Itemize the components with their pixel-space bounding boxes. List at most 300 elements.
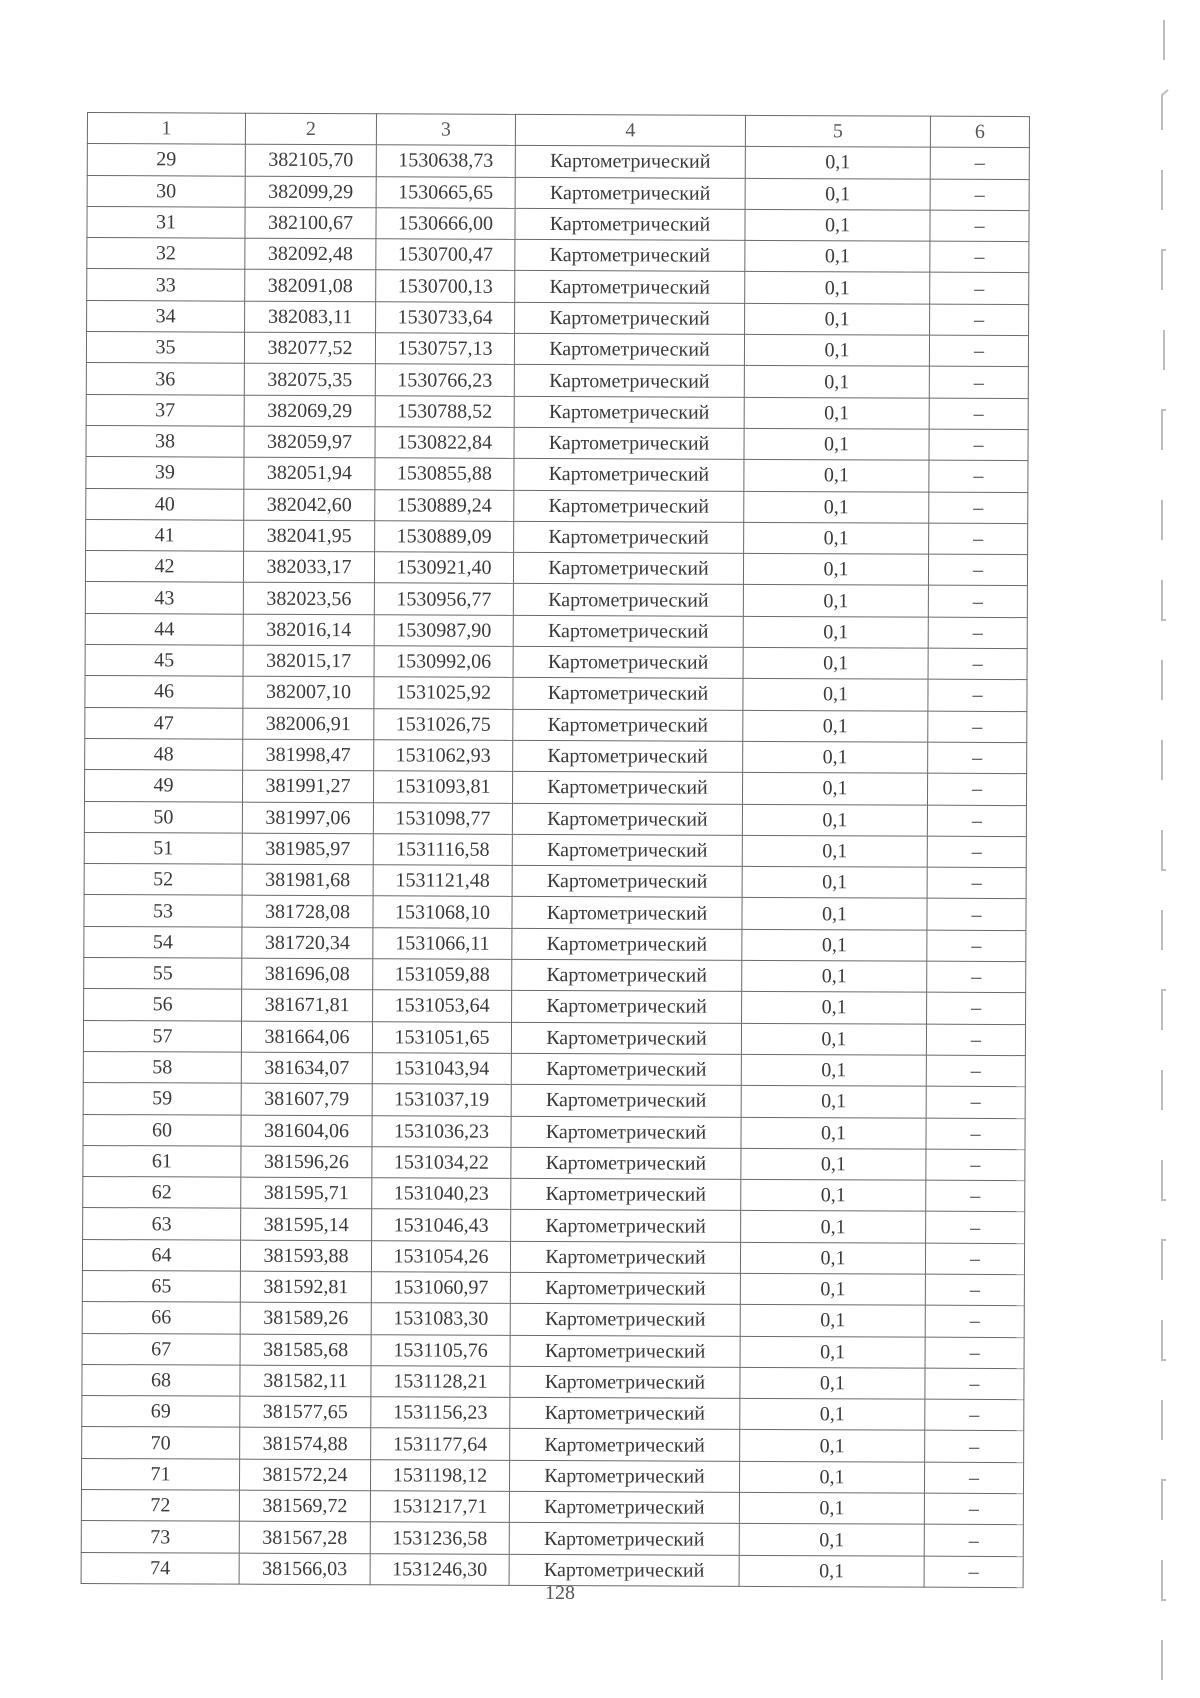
x-coordinate-cell: 381589,26 [240, 1302, 371, 1334]
x-coordinate-cell: 382023,56 [243, 583, 374, 615]
accuracy-cell: 0,1 [740, 1336, 925, 1368]
method-cell: Картометрический [509, 1523, 739, 1555]
y-coordinate-cell: 1531098,77 [373, 802, 512, 834]
note-cell: – [925, 1399, 1024, 1431]
note-cell: – [929, 523, 1028, 555]
accuracy-cell: 0,1 [740, 1367, 925, 1399]
column-header-2: 2 [245, 113, 376, 145]
point-number-cell: 30 [87, 175, 245, 207]
x-coordinate-cell: 381607,79 [241, 1083, 372, 1115]
note-cell: – [928, 742, 1027, 774]
accuracy-cell: 0,1 [739, 1461, 924, 1493]
y-coordinate-cell: 1531025,92 [374, 677, 513, 709]
y-coordinate-cell: 1531236,58 [370, 1522, 509, 1554]
accuracy-cell: 0,1 [743, 585, 928, 617]
y-coordinate-cell: 1531051,65 [372, 1021, 511, 1053]
y-coordinate-cell: 1530766,23 [375, 364, 514, 396]
accuracy-cell: 0,1 [745, 241, 930, 273]
method-cell: Картометрический [512, 803, 742, 835]
note-cell: – [926, 1055, 1025, 1087]
point-number-cell: 48 [85, 738, 243, 770]
note-cell: – [929, 492, 1028, 524]
note-cell: – [926, 1086, 1025, 1118]
note-cell: – [927, 805, 1026, 837]
table-row [82, 1270, 1024, 1305]
x-coordinate-cell: 381572,24 [239, 1459, 370, 1491]
method-cell: Картометрический [512, 928, 742, 960]
x-coordinate-cell: 382042,60 [244, 489, 375, 521]
table-row [83, 1020, 1025, 1055]
method-cell: Картометрический [509, 1491, 739, 1523]
table-row [85, 551, 1027, 586]
accuracy-cell: 0,1 [742, 960, 927, 992]
note-cell: – [926, 1024, 1025, 1056]
method-cell: Картометрический [510, 1304, 740, 1336]
note-cell: – [927, 773, 1026, 805]
point-number-cell: 35 [86, 332, 244, 364]
point-number-cell: 68 [82, 1364, 240, 1396]
note-cell: – [926, 1212, 1025, 1244]
method-cell: Картометрический [515, 146, 745, 178]
table-row [85, 645, 1027, 680]
point-number-cell: 46 [85, 676, 243, 708]
accuracy-cell: 0,1 [741, 1211, 926, 1243]
note-cell: – [930, 210, 1029, 242]
y-coordinate-cell: 1531105,76 [371, 1334, 510, 1366]
method-cell: Картометрический [512, 959, 742, 991]
table-row [84, 770, 1026, 805]
method-cell: Картометрический [510, 1335, 740, 1367]
y-coordinate-cell: 1531054,26 [371, 1240, 510, 1272]
method-cell: Картометрический [509, 1460, 739, 1492]
table-row [85, 613, 1027, 648]
point-number-cell: 37 [86, 394, 244, 426]
table-row [86, 363, 1028, 398]
note-cell: – [929, 398, 1028, 430]
x-coordinate-cell: 381593,88 [240, 1240, 371, 1272]
x-coordinate-cell: 381577,65 [240, 1396, 371, 1428]
note-cell: – [925, 1337, 1024, 1369]
y-coordinate-cell: 1531036,23 [372, 1115, 511, 1147]
x-coordinate-cell: 381595,71 [241, 1177, 372, 1209]
table-row [83, 1051, 1025, 1086]
accuracy-cell: 0,1 [742, 898, 927, 930]
y-coordinate-cell: 1531068,10 [373, 896, 512, 928]
x-coordinate-cell: 381728,08 [242, 896, 373, 928]
accuracy-cell: 0,1 [743, 647, 928, 679]
note-cell: – [929, 460, 1028, 492]
point-number-cell: 73 [81, 1521, 239, 1553]
table-header-row [87, 113, 1029, 148]
note-cell: – [928, 586, 1027, 618]
y-coordinate-cell: 1530921,40 [374, 552, 513, 584]
point-number-cell: 71 [81, 1458, 239, 1490]
table-row [85, 582, 1027, 617]
method-cell: Картометрический [511, 1178, 741, 1210]
x-coordinate-cell: 381696,08 [242, 958, 373, 990]
x-coordinate-cell: 382006,91 [243, 708, 374, 740]
method-cell: Картометрический [512, 772, 742, 804]
table-row [83, 1114, 1025, 1149]
method-cell: Картометрический [509, 1554, 739, 1586]
note-cell: – [927, 930, 1026, 962]
x-coordinate-cell: 382069,29 [244, 395, 375, 427]
method-cell: Картометрический [511, 1116, 741, 1148]
y-coordinate-cell: 1530889,09 [375, 521, 514, 553]
x-coordinate-cell: 381998,47 [243, 739, 374, 771]
column-header-1: 1 [87, 113, 245, 145]
accuracy-cell: 0,1 [742, 804, 927, 836]
note-cell: – [928, 554, 1027, 586]
point-number-cell: 69 [82, 1396, 240, 1428]
table-row [87, 144, 1029, 179]
method-cell: Картометрический [515, 208, 745, 240]
method-cell: Картометрический [510, 1241, 740, 1273]
accuracy-cell: 0,1 [743, 679, 928, 711]
table-row [84, 958, 1026, 993]
table-row [82, 1302, 1024, 1337]
table-row [86, 519, 1028, 554]
table-row [83, 1145, 1025, 1180]
x-coordinate-cell: 381997,06 [242, 802, 373, 834]
accuracy-cell: 0,1 [744, 397, 929, 429]
column-header-5: 5 [745, 115, 930, 147]
y-coordinate-cell: 1531093,81 [373, 771, 512, 803]
y-coordinate-cell: 1530638,73 [376, 145, 515, 177]
method-cell: Картометрический [514, 490, 744, 522]
x-coordinate-cell: 381981,68 [242, 864, 373, 896]
accuracy-cell: 0,1 [745, 178, 930, 210]
accuracy-cell: 0,1 [740, 1273, 925, 1305]
note-cell: – [924, 1556, 1023, 1588]
column-header-6: 6 [930, 116, 1029, 148]
point-number-cell: 54 [84, 926, 242, 958]
point-number-cell: 29 [87, 144, 245, 176]
table-row [87, 300, 1029, 335]
table-row [84, 801, 1026, 836]
table-row [84, 926, 1026, 961]
table-row [85, 738, 1027, 773]
x-coordinate-cell: 381596,26 [241, 1146, 372, 1178]
method-cell: Картометрический [513, 646, 743, 678]
note-cell: – [926, 1180, 1025, 1212]
y-coordinate-cell: 1531046,43 [372, 1209, 511, 1241]
point-number-cell: 70 [82, 1427, 240, 1459]
y-coordinate-cell: 1531066,11 [373, 927, 512, 959]
note-cell: – [930, 147, 1029, 179]
point-number-cell: 41 [86, 519, 244, 551]
page-number: 128 [545, 1582, 575, 1604]
table-row [82, 1364, 1024, 1399]
method-cell: Картометрический [511, 1210, 741, 1242]
table-row [86, 488, 1028, 523]
y-coordinate-cell: 1531128,21 [371, 1366, 510, 1398]
accuracy-cell: 0,1 [740, 1242, 925, 1274]
point-number-cell: 52 [84, 864, 242, 896]
accuracy-cell: 0,1 [740, 1399, 925, 1431]
accuracy-cell: 0,1 [744, 334, 929, 366]
point-number-cell: 65 [82, 1270, 240, 1302]
accuracy-cell: 0,1 [745, 147, 930, 179]
accuracy-cell: 0,1 [743, 741, 928, 773]
y-coordinate-cell: 1530889,24 [375, 489, 514, 521]
y-coordinate-cell: 1531116,58 [373, 834, 512, 866]
y-coordinate-cell: 1530757,13 [375, 333, 514, 365]
column-header-3: 3 [376, 114, 515, 146]
accuracy-cell: 0,1 [739, 1524, 924, 1556]
accuracy-cell: 0,1 [740, 1305, 925, 1337]
x-coordinate-cell: 381566,03 [239, 1553, 370, 1585]
method-cell: Картометрический [512, 834, 742, 866]
note-cell: – [929, 367, 1028, 399]
x-coordinate-cell: 381664,06 [241, 1021, 372, 1053]
table-row [84, 989, 1026, 1024]
point-number-cell: 67 [82, 1333, 240, 1365]
y-coordinate-cell: 1530665,65 [376, 176, 515, 208]
note-cell: – [930, 304, 1029, 336]
method-cell: Картометрический [514, 459, 744, 491]
x-coordinate-cell: 382051,94 [244, 457, 375, 489]
point-number-cell: 72 [81, 1490, 239, 1522]
note-cell: – [928, 648, 1027, 680]
y-coordinate-cell: 1531043,94 [372, 1053, 511, 1085]
method-cell: Картометрический [511, 1147, 741, 1179]
point-number-cell: 59 [83, 1083, 241, 1115]
accuracy-cell: 0,1 [742, 773, 927, 805]
note-cell: – [925, 1431, 1024, 1463]
method-cell: Картометрический [513, 584, 743, 616]
method-cell: Картометрический [514, 333, 744, 365]
method-cell: Картометрический [514, 396, 744, 428]
accuracy-cell: 0,1 [743, 554, 928, 586]
y-coordinate-cell: 1530700,47 [376, 239, 515, 271]
table-row [86, 394, 1028, 429]
method-cell: Картометрический [512, 865, 742, 897]
point-number-cell: 62 [83, 1177, 241, 1209]
x-coordinate-cell: 381582,11 [240, 1365, 371, 1397]
table-body [81, 144, 1029, 1588]
x-coordinate-cell: 381592,81 [240, 1271, 371, 1303]
x-coordinate-cell: 381991,27 [242, 770, 373, 802]
accuracy-cell: 0,1 [744, 491, 929, 523]
y-coordinate-cell: 1531037,19 [372, 1084, 511, 1116]
method-cell: Картометрический [510, 1429, 740, 1461]
point-number-cell: 31 [87, 206, 245, 238]
accuracy-cell: 0,1 [745, 272, 930, 304]
point-number-cell: 33 [87, 269, 245, 301]
x-coordinate-cell: 381567,28 [239, 1522, 370, 1554]
table-row [85, 707, 1027, 742]
table-row [82, 1239, 1024, 1274]
x-coordinate-cell: 382015,17 [243, 645, 374, 677]
table-row [83, 1208, 1025, 1243]
point-number-cell: 50 [84, 801, 242, 833]
note-cell: – [927, 836, 1026, 868]
table-row [83, 1083, 1025, 1118]
note-cell: – [927, 867, 1026, 899]
y-coordinate-cell: 1531177,64 [371, 1428, 510, 1460]
accuracy-cell: 0,1 [739, 1492, 924, 1524]
y-coordinate-cell: 1530700,13 [376, 270, 515, 302]
table-row [86, 457, 1028, 492]
x-coordinate-cell: 381634,07 [241, 1052, 372, 1084]
method-cell: Картометрический [510, 1398, 740, 1430]
accuracy-cell: 0,1 [741, 1179, 926, 1211]
y-coordinate-cell: 1530855,88 [375, 458, 514, 490]
x-coordinate-cell: 381604,06 [241, 1115, 372, 1147]
binding-edge-marks [1140, 0, 1200, 1698]
point-number-cell: 38 [86, 425, 244, 457]
note-cell: – [925, 1305, 1024, 1337]
y-coordinate-cell: 1530733,64 [376, 302, 515, 334]
note-cell: – [924, 1525, 1023, 1557]
table-row [86, 425, 1028, 460]
method-cell: Картометрический [513, 709, 743, 741]
y-coordinate-cell: 1530956,77 [374, 583, 513, 615]
table-row [82, 1396, 1024, 1431]
y-coordinate-cell: 1531053,64 [373, 990, 512, 1022]
y-coordinate-cell: 1531246,30 [370, 1553, 509, 1585]
note-cell: – [930, 241, 1029, 273]
x-coordinate-cell: 382077,52 [244, 332, 375, 364]
point-number-cell: 45 [85, 645, 243, 677]
table-row [87, 269, 1029, 304]
method-cell: Картометрический [515, 177, 745, 209]
method-cell: Картометрический [512, 897, 742, 929]
note-cell: – [929, 429, 1028, 461]
method-cell: Картометрический [515, 271, 745, 303]
point-number-cell: 43 [85, 582, 243, 614]
accuracy-cell: 0,1 [744, 522, 929, 554]
accuracy-cell: 0,1 [745, 209, 930, 241]
note-cell: – [930, 273, 1029, 305]
method-cell: Картометрический [514, 365, 744, 397]
y-coordinate-cell: 1531060,97 [371, 1272, 510, 1304]
point-number-cell: 66 [82, 1302, 240, 1334]
x-coordinate-cell: 382092,48 [245, 238, 376, 270]
accuracy-cell: 0,1 [744, 460, 929, 492]
y-coordinate-cell: 1531059,88 [373, 959, 512, 991]
note-cell: – [929, 335, 1028, 367]
y-coordinate-cell: 1531040,23 [372, 1178, 511, 1210]
method-cell: Картометрический [514, 521, 744, 553]
table-row [81, 1458, 1023, 1493]
note-cell: – [927, 992, 1026, 1024]
accuracy-cell: 0,1 [742, 929, 927, 961]
table-row [87, 206, 1029, 241]
point-number-cell: 49 [84, 770, 242, 802]
x-coordinate-cell: 382105,70 [245, 144, 376, 176]
method-cell: Картометрический [510, 1272, 740, 1304]
y-coordinate-cell: 1530822,84 [375, 427, 514, 459]
accuracy-cell: 0,1 [741, 1086, 926, 1118]
point-number-cell: 58 [83, 1051, 241, 1083]
y-coordinate-cell: 1530992,06 [374, 646, 513, 678]
note-cell: – [925, 1243, 1024, 1275]
accuracy-cell: 0,1 [741, 1117, 926, 1149]
accuracy-cell: 0,1 [743, 710, 928, 742]
note-cell: – [925, 1274, 1024, 1306]
x-coordinate-cell: 382075,35 [244, 364, 375, 396]
table-row [84, 832, 1026, 867]
point-number-cell: 42 [85, 551, 243, 583]
point-number-cell: 39 [86, 457, 244, 489]
method-cell: Картометрический [515, 240, 745, 272]
x-coordinate-cell: 381574,88 [240, 1428, 371, 1460]
note-cell: – [924, 1493, 1023, 1525]
table-row [83, 1177, 1025, 1212]
x-coordinate-cell: 381585,68 [240, 1334, 371, 1366]
method-cell: Картометрический [513, 553, 743, 585]
point-number-cell: 32 [87, 238, 245, 270]
table-row [82, 1333, 1024, 1368]
table-row [82, 1427, 1024, 1462]
method-cell: Картометрический [514, 427, 744, 459]
point-number-cell: 55 [84, 958, 242, 990]
x-coordinate-cell: 382099,29 [245, 176, 376, 208]
y-coordinate-cell: 1531198,12 [370, 1460, 509, 1492]
method-cell: Картометрический [511, 1085, 741, 1117]
method-cell: Картометрический [512, 991, 742, 1023]
accuracy-cell: 0,1 [744, 428, 929, 460]
accuracy-cell: 0,1 [740, 1430, 925, 1462]
x-coordinate-cell: 382016,14 [243, 614, 374, 646]
x-coordinate-cell: 382033,17 [243, 551, 374, 583]
note-cell: – [927, 961, 1026, 993]
accuracy-cell: 0,1 [741, 1023, 926, 1055]
x-coordinate-cell: 381671,81 [242, 989, 373, 1021]
accuracy-cell: 0,1 [742, 835, 927, 867]
x-coordinate-cell: 382100,67 [245, 207, 376, 239]
table-row [84, 895, 1026, 930]
x-coordinate-cell: 382041,95 [244, 520, 375, 552]
point-number-cell: 36 [86, 363, 244, 395]
point-number-cell: 56 [84, 989, 242, 1021]
table-row [87, 238, 1029, 273]
y-coordinate-cell: 1531217,71 [370, 1491, 509, 1523]
accuracy-cell: 0,1 [743, 616, 928, 648]
method-cell: Картометрический [513, 615, 743, 647]
point-number-cell: 34 [87, 300, 245, 332]
x-coordinate-cell: 382083,11 [245, 301, 376, 333]
point-number-cell: 64 [82, 1239, 240, 1271]
x-coordinate-cell: 382007,10 [243, 677, 374, 709]
method-cell: Картометрический [511, 1053, 741, 1085]
method-cell: Картометрический [513, 678, 743, 710]
y-coordinate-cell: 1531121,48 [373, 865, 512, 897]
x-coordinate-cell: 381985,97 [242, 833, 373, 865]
y-coordinate-cell: 1530666,00 [376, 208, 515, 240]
y-coordinate-cell: 1531026,75 [374, 708, 513, 740]
note-cell: – [924, 1462, 1023, 1494]
note-cell: – [928, 617, 1027, 649]
note-cell: – [925, 1368, 1024, 1400]
point-number-cell: 61 [83, 1145, 241, 1177]
method-cell: Картометрический [515, 302, 745, 334]
point-number-cell: 53 [84, 895, 242, 927]
x-coordinate-cell: 382059,97 [244, 426, 375, 458]
point-number-cell: 47 [85, 707, 243, 739]
accuracy-cell: 0,1 [739, 1555, 924, 1587]
y-coordinate-cell: 1531156,23 [371, 1397, 510, 1429]
y-coordinate-cell: 1531034,22 [372, 1147, 511, 1179]
y-coordinate-cell: 1530788,52 [375, 395, 514, 427]
accuracy-cell: 0,1 [744, 366, 929, 398]
note-cell: – [930, 179, 1029, 211]
accuracy-cell: 0,1 [741, 1148, 926, 1180]
accuracy-cell: 0,1 [742, 866, 927, 898]
point-number-cell: 74 [81, 1552, 239, 1584]
